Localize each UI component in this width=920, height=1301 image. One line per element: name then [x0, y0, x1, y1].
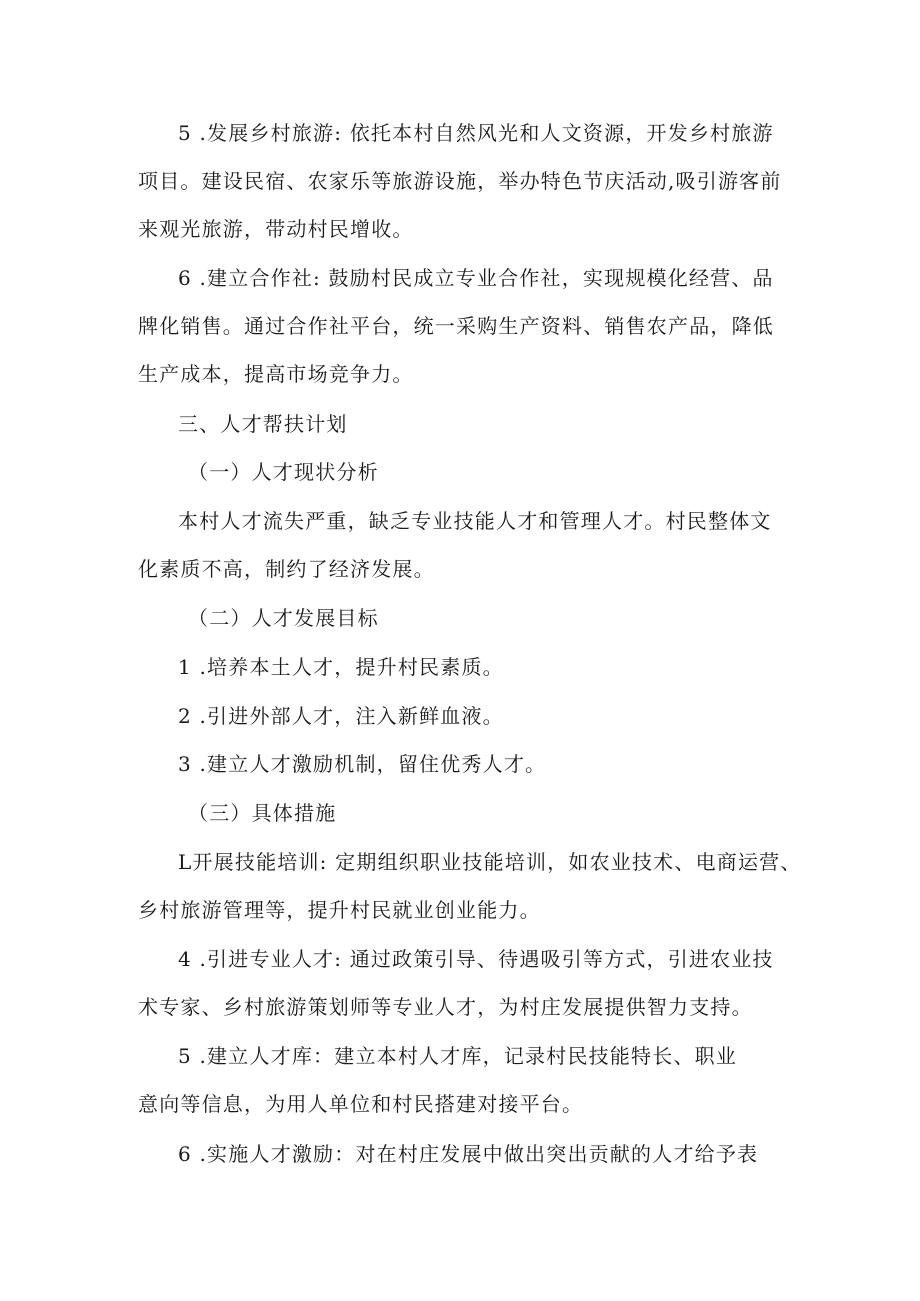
text-line: 4 .引进专业人才: 通过政策引导、待遇吸引等方式，引进农业技: [178, 947, 774, 971]
paragraph-measure-training: [138, 838, 802, 934]
text-line: 3 .建立人才激励机制，留住优秀人才。: [178, 752, 547, 776]
section-heading-talent-plan: [178, 400, 838, 448]
list-item-goal-2: [178, 692, 838, 740]
paragraph-rural-tourism: [138, 109, 798, 253]
text-line: 乡村旅游管理等，提升村民就业创业能力。: [138, 898, 541, 922]
subheading-talent-status: [188, 448, 848, 496]
paragraph-talent-status: [138, 497, 798, 593]
text-line: （一）人才现状分析: [188, 460, 379, 484]
text-line: 意向等信息，为用人单位和村民搭建对接平台。: [138, 1092, 584, 1116]
list-item-goal-1: [178, 643, 838, 691]
text-line: 6 .建立合作社: 鼓励村民成立专业合作社，实现规模化经营、品: [178, 266, 774, 290]
text-line: 6 .实施人才激励：对在村庄发展中做出突出贡献的人才给予表: [178, 1142, 759, 1166]
text-line: 生产成本，提高市场竞争力。: [138, 362, 414, 386]
list-item-goal-3: [178, 740, 838, 788]
subheading-measures: [188, 789, 848, 837]
text-line: 5 .发展乡村旅游: 依托本村自然风光和人文资源，开发乡村旅游: [178, 121, 774, 145]
text-line: （三）具体措施: [188, 801, 337, 825]
text-line: 术专家、乡村旅游策划师等专业人才，为村庄发展提供智力支持。: [138, 995, 753, 1019]
text-line: 1 .培养本土人才，提升村民素质。: [178, 655, 504, 679]
paragraph-cooperative: [138, 254, 798, 398]
text-line: 2 .引进外部人才，注入新鲜血液。: [178, 704, 504, 728]
text-line: 三、人才帮扶计划: [178, 412, 348, 436]
subheading-talent-goals: [188, 594, 848, 642]
text-line: 本村人才流失严重，缺乏专业技能人才和管理人才。村民整体文: [178, 509, 772, 533]
text-line: L开展技能培训: 定期组织职业技能培训，如农业技术、电商运营、: [178, 850, 802, 874]
paragraph-measure-recruit: [138, 935, 798, 1031]
paragraph-measure-talent-pool: [138, 1032, 798, 1128]
text-line: 来观光旅游，带动村民增收。: [138, 217, 414, 241]
text-line: 牌化销售。通过合作社平台，统一采购生产资料、销售农产品，降低: [138, 314, 774, 338]
text-line: 项目。建设民宿、农家乐等旅游设施，举办特色节庆活动,吸引游客前: [138, 169, 782, 193]
text-line: （二）人才发展目标: [188, 606, 379, 630]
text-line: 5 .建立人才库：建立本村人才库，记录村民技能特长、职业: [178, 1044, 738, 1068]
paragraph-measure-incentive: [138, 1130, 798, 1178]
text-line: 化素质不高，制约了经济发展。: [138, 557, 435, 581]
